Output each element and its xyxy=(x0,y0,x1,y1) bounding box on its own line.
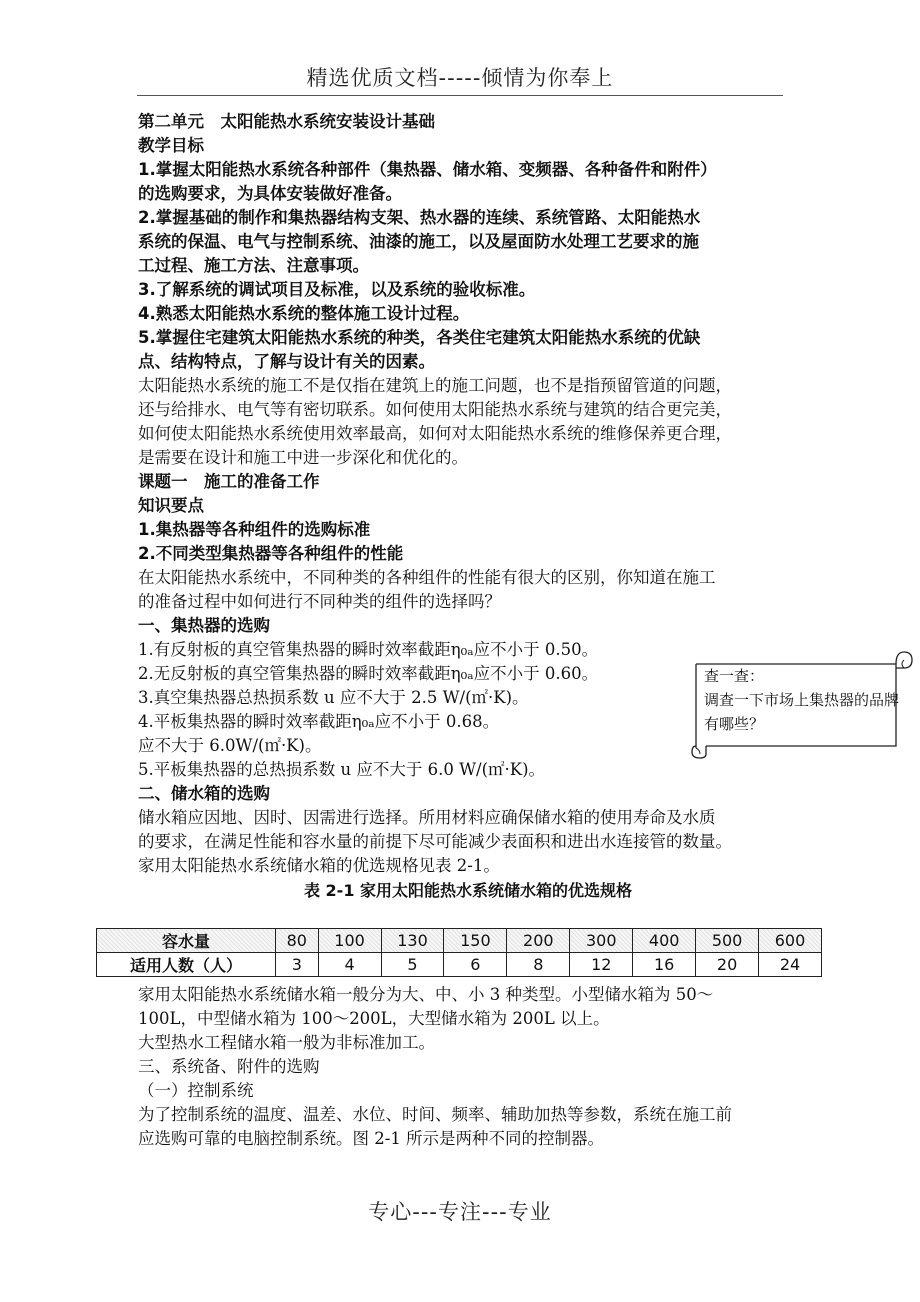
objective-line: 4.熟悉太阳能热水系统的整体施工设计过程。 xyxy=(138,304,470,323)
section2-heading: 二、储水箱的选购 xyxy=(138,784,270,803)
page-footer: 专心---专注---专业 xyxy=(368,1200,552,1224)
table-caption: 表 2-1 家用太阳能热水系统储水箱的优选规格 xyxy=(303,881,633,900)
table-cell: 200 xyxy=(507,929,570,953)
main-content xyxy=(138,110,798,902)
table-row-label: 容水量 xyxy=(97,929,276,953)
objective-line: 5.掌握住宅建筑太阳能热水系统的种类，各类住宅建筑太阳能热水系统的优缺 xyxy=(138,328,701,347)
intro-line: 是需要在设计和施工中进一步深化和优化的。 xyxy=(138,448,468,467)
after-table-content xyxy=(138,983,798,1151)
collector-spec: 5.平板集热器的总热损系数 u 应不大于 6.0 W/(㎡·K)。 xyxy=(138,760,546,779)
objective-line: 1.掌握太阳能热水系统各种部件（集热器、储水箱、变频器、各种备件和附件） xyxy=(138,160,717,179)
table-cell: 24 xyxy=(759,953,822,977)
sidebar-note-title: 查一查： xyxy=(704,667,765,685)
tank-types-line: 家用太阳能热水系统储水箱一般分为大、中、小 3 种类型。小型储水箱为 50～ xyxy=(138,985,714,1004)
subsection-heading: （一）控制系统 xyxy=(138,1081,254,1100)
table-cell: 4 xyxy=(318,953,381,977)
objective-line: 的选购要求，为具体安装做好准备。 xyxy=(138,184,402,203)
collector-spec: 4.平板集热器的瞬时效率截距η₀ₐ应不小于 0.68。 xyxy=(138,712,500,731)
collector-spec: 1.有反射板的真空管集热器的瞬时效率截距η₀ₐ应不小于 0.50。 xyxy=(138,640,599,659)
unit-title: 第二单元 太阳能热水系统安装设计基础 xyxy=(138,112,435,131)
section2-line: 储水箱应因地、因时、因需进行选择。所用材料应确保储水箱的使用寿命及水质 xyxy=(138,808,716,827)
table-cell: 400 xyxy=(633,929,696,953)
knowledge-heading: 知识要点 xyxy=(138,496,204,515)
storage-tank-table xyxy=(96,928,822,977)
section2-line: 的要求，在满足性能和容水量的前提下尽可能减少表面积和进出水连接管的数量。 xyxy=(138,832,732,851)
objective-line: 系统的保温、电气与控制系统、油漆的施工，以及屋面防水处理工艺要求的施 xyxy=(138,232,699,251)
sidebar-note-body: 调查一下市场上集热器的品牌有哪些？ xyxy=(704,691,900,733)
header-divider xyxy=(137,95,783,96)
sidebar-note-text xyxy=(704,664,904,736)
section2-line: 家用太阳能热水系统储水箱的优选规格见表 2-1。 xyxy=(138,856,500,875)
table-cell: 130 xyxy=(381,929,444,953)
table-cell: 20 xyxy=(696,953,759,977)
knowledge-item: 1.集热器等各种组件的选购标准 xyxy=(138,520,371,539)
table-cell: 500 xyxy=(696,929,759,953)
topic-title: 课题一 施工的准备工作 xyxy=(138,472,320,491)
collector-spec: 应不大于 6.0W/(㎡·K)。 xyxy=(138,736,322,755)
control-system-line: 为了控制系统的温度、温差、水位、时间、频率、辅助加热等参数，系统在施工前 xyxy=(138,1105,732,1124)
table-cell: 6 xyxy=(444,953,507,977)
question-line: 的准备过程中如何进行不同种类的组件的选择吗？ xyxy=(138,592,501,611)
control-system-line: 应选购可靠的电脑控制系统。图 2-1 所示是两种不同的控制器。 xyxy=(138,1129,605,1148)
question-line: 在太阳能热水系统中，不同种类的各种组件的性能有很大的区别，你知道在施工 xyxy=(138,568,716,587)
table-cell: 80 xyxy=(276,929,319,953)
objective-line: 2.掌握基础的制作和集热器结构支架、热水器的连续、系统管路、太阳能热水 xyxy=(138,208,701,227)
table-cell: 12 xyxy=(570,953,633,977)
table-cell: 16 xyxy=(633,953,696,977)
table-cell: 150 xyxy=(444,929,507,953)
table-cell: 100 xyxy=(318,929,381,953)
tank-types-line: 100L，中型储水箱为 100～200L，大型储水箱为 200L 以上。 xyxy=(138,1009,610,1028)
page-header: 精选优质文档-----倾情为你奉上 xyxy=(306,66,614,90)
intro-line: 还与给排水、电气等有密切联系。如何使用太阳能热水系统与建筑的结合更完美， xyxy=(138,400,732,419)
table-cell: 5 xyxy=(381,953,444,977)
collector-spec: 2.无反射板的真空管集热器的瞬时效率截距η₀ₐ应不小于 0.60。 xyxy=(138,664,599,683)
tank-types-line: 大型热水工程储水箱一般为非标准加工。 xyxy=(138,1033,435,1052)
table-row xyxy=(97,953,822,977)
table-cell: 300 xyxy=(570,929,633,953)
objective-line: 工过程、施工方法、注意事项。 xyxy=(138,256,369,275)
knowledge-item: 2.不同类型集热器等各种组件的性能 xyxy=(138,544,404,563)
collector-spec: 3.真空集热器总热损系数 u 应不大于 2.5 W/(㎡·K)。 xyxy=(138,688,529,707)
section1-heading: 一、集热器的选购 xyxy=(138,616,270,635)
table-cell: 8 xyxy=(507,953,570,977)
sidebar-note xyxy=(684,650,916,760)
table-cell: 600 xyxy=(759,929,822,953)
table-row-label: 适用人数（人） xyxy=(97,953,276,977)
table-cell: 3 xyxy=(276,953,319,977)
objective-line: 3.了解系统的调试项目及标准，以及系统的验收标准。 xyxy=(138,280,536,299)
section3-heading: 三、系统备、附件的选购 xyxy=(138,1057,320,1076)
table-row xyxy=(97,929,822,953)
objectives-heading: 教学目标 xyxy=(138,136,204,155)
intro-line: 如何使太阳能热水系统使用效率最高，如何对太阳能热水系统的维修保养更合理， xyxy=(138,424,732,443)
intro-line: 太阳能热水系统的施工不是仅指在建筑上的施工问题，也不是指预留管道的问题， xyxy=(138,376,732,395)
objective-line: 点、结构特点，了解与设计有关的因素。 xyxy=(138,352,435,371)
